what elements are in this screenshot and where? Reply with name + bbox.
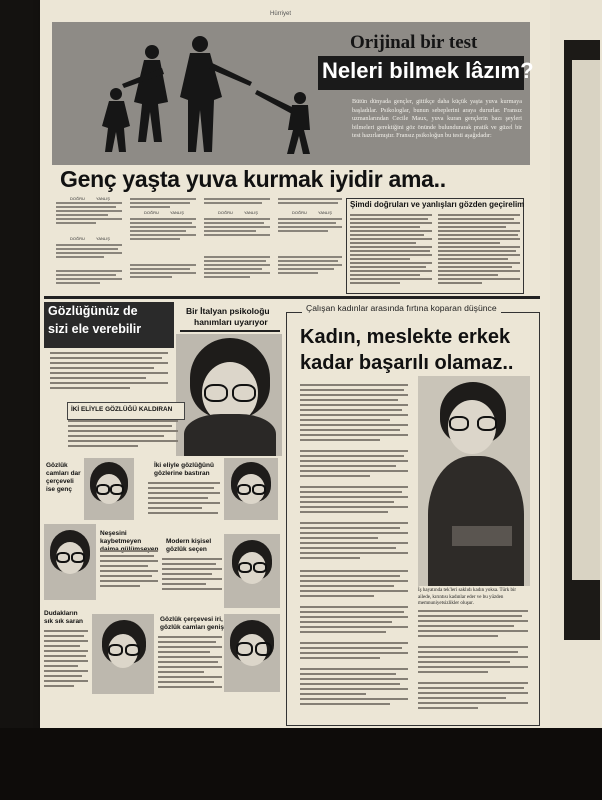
story-headline-line1: Kadın, meslekte erkek [300, 326, 511, 348]
answer-label-false: YANLIŞ [170, 210, 184, 215]
answer-label-false: YANLIŞ [96, 236, 110, 241]
answer-label-true: DOĞRU [70, 196, 85, 201]
sub5-text [162, 558, 222, 608]
sub-heading-1: İKİ ELİYLE GÖZLÜĞÜ KALDIRAN [71, 406, 173, 413]
woman-glasses-photo [176, 334, 282, 456]
answers-text [350, 214, 520, 290]
sub7-text [158, 636, 222, 706]
answer-label-false: YANLIŞ [96, 196, 110, 201]
answers-sidebar-title: Şimdi doğruları ve yanlışları gözden geçirelim [350, 200, 525, 209]
glasses-headline-line2: sizi ele verebilir [48, 322, 142, 336]
story-headline-line2: kadar başarılı olamaz.. [300, 352, 514, 374]
feature-kicker: Orijinal bir test [350, 32, 478, 53]
question-column [130, 196, 200, 292]
story-text-column-1 [300, 384, 410, 564]
story-text-column-3 [418, 610, 530, 718]
photo-caption: İş hayatında tek'leri saklıdı kadın yoksa. Türk bir ailede, kırıntısı kadınlar eder ve bu yüzden memnuniyetsizlikler oluşur. [418, 588, 517, 606]
sub-heading-6: Dudakların sık sık saran [44, 610, 84, 625]
portrait-6-photo [92, 614, 154, 694]
answer-label-false: YANLIŞ [244, 210, 258, 215]
glasses-headline-line1: Gözlüğünüz de [48, 304, 138, 318]
portrait-7-photo [224, 614, 280, 692]
newspaper-folio: Hürriyet [270, 11, 292, 17]
main-headline: Genç yaşta yuva kurmak iyidir ama.. [60, 166, 446, 192]
portrait-3-photo [224, 458, 278, 520]
answer-label-false: YANLIŞ [318, 210, 332, 215]
question-column [278, 196, 348, 292]
portrait-2-photo [84, 458, 134, 520]
sub6-text [44, 630, 88, 710]
section-divider [44, 296, 540, 299]
test-questions-grid [56, 196, 346, 294]
dark-background [0, 728, 602, 800]
sub-heading-2: Gözlük camları dar çerçeveli ise genç [46, 462, 81, 493]
family-silhouette-image [52, 22, 352, 165]
working-woman-photo [418, 376, 530, 586]
story-overline: Çalışan kadınlar arasında fırtına koparan düşünce [302, 303, 501, 313]
answer-label-true: DOĞRU [218, 210, 233, 215]
question-column [56, 196, 126, 292]
sub4-text [100, 550, 158, 610]
glasses-intro-text [50, 352, 170, 398]
portrait-5-photo [224, 534, 280, 608]
portrait-4-photo [44, 524, 96, 600]
deck-rule [180, 330, 280, 332]
sub3-text [148, 482, 220, 522]
sub-heading-7: Gözlük çerçevesi iri, gözlük camları geniş [160, 616, 224, 631]
glasses-deck-line1: Bir İtalyan psikoloğu [186, 306, 270, 316]
question-column [204, 196, 274, 292]
sub-heading-4: Neşesini kaybetmeyen [100, 530, 142, 545]
glasses-deck-line2: hanımları uyarıyor [194, 317, 268, 327]
feature-headline: Neleri bilmek lâzım? [322, 58, 534, 83]
story-text-column-2 [300, 570, 410, 718]
adjacent-page-edge [550, 0, 602, 728]
answer-label-true: DOĞRU [292, 210, 307, 215]
feature-intro-text: Bütün dünyada gençler, gittikçe daha küçük yaşta yuva kurmaya başladılar. Psikologlar, bunun sebeplerini araya dururlar. Fransız uzmanlarından Cecile Maux, yuva kuran gençlerin bazı şeyleri bilmeleri gerektiğini göz önünde bulundurarak pratik ve güzel bir test hazırlamıştır. Fransız psikoloğun bu testi aşağıdadır: [352, 98, 522, 140]
answer-label-true: DOĞRU [144, 210, 159, 215]
sub-heading-5: Modern kişisel gözlük seçen [166, 538, 212, 553]
sub-heading-3: İki eliyle gözlüğünü gözlerine bastıran [154, 462, 214, 477]
sub1-text [68, 420, 180, 456]
answer-label-true: DOĞRU [70, 236, 85, 241]
